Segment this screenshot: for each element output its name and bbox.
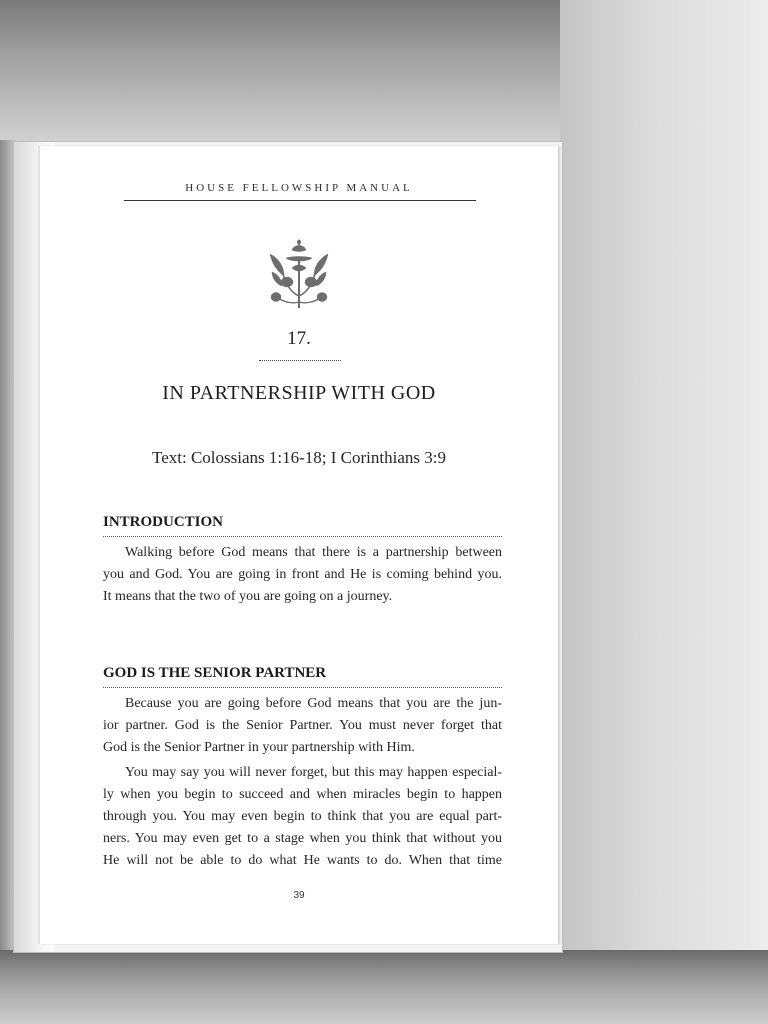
- scan-background-right: [560, 0, 768, 1024]
- paragraph-line: You may say you will never forget, but this may happen especial-: [125, 765, 502, 780]
- scan-background-bottom: [0, 950, 768, 1024]
- paragraph-line: ners. You may even get to a stage when you think that without you: [103, 831, 502, 846]
- scripture-reference: Text: Colossians 1:16-18; I Corinthians 3:9: [152, 448, 446, 467]
- paragraph-line: God is the Senior Partner in your partnership with Him.: [103, 740, 415, 755]
- chapter-number: 17.: [287, 328, 311, 349]
- paragraph-line: Because you are going before God means that you are the jun-: [125, 696, 502, 711]
- paragraph-line: It means that the two of you are going on a journey.: [103, 589, 393, 604]
- section-rule: [103, 536, 502, 537]
- running-head: HOUSE FELLOWSHIP MANUAL: [185, 182, 413, 194]
- section-rule: [103, 687, 502, 688]
- paragraph-line: you and God. You are going in front and He is coming behind you.: [103, 567, 502, 582]
- paragraph-line: through you. You may even begin to think that you are equal part-: [103, 809, 502, 824]
- paragraph-line: ly when you begin to succeed and when miracles begin to happen: [103, 787, 502, 802]
- paragraph-line: Walking before God means that there is a partnership between: [125, 545, 502, 560]
- paragraph: [103, 693, 502, 759]
- book-page: [40, 146, 558, 944]
- section-heading-introduction: INTRODUCTION: [103, 514, 224, 530]
- chapter-number-divider: [259, 360, 341, 361]
- floral-ornament-icon: [264, 238, 334, 310]
- page-number: 39: [293, 890, 305, 901]
- section-heading-senior-partner: GOD IS THE SENIOR PARTNER: [103, 665, 327, 681]
- paragraph-line: ior partner. God is the Senior Partner. You must never forget that: [103, 718, 502, 733]
- chapter-title: IN PARTNERSHIP WITH GOD: [162, 382, 436, 404]
- paragraph-line: He will not be able to do what He wants to do. When that time: [103, 853, 502, 868]
- paragraph: [103, 542, 502, 608]
- paragraph: [103, 762, 502, 872]
- running-head-rule: [124, 200, 476, 201]
